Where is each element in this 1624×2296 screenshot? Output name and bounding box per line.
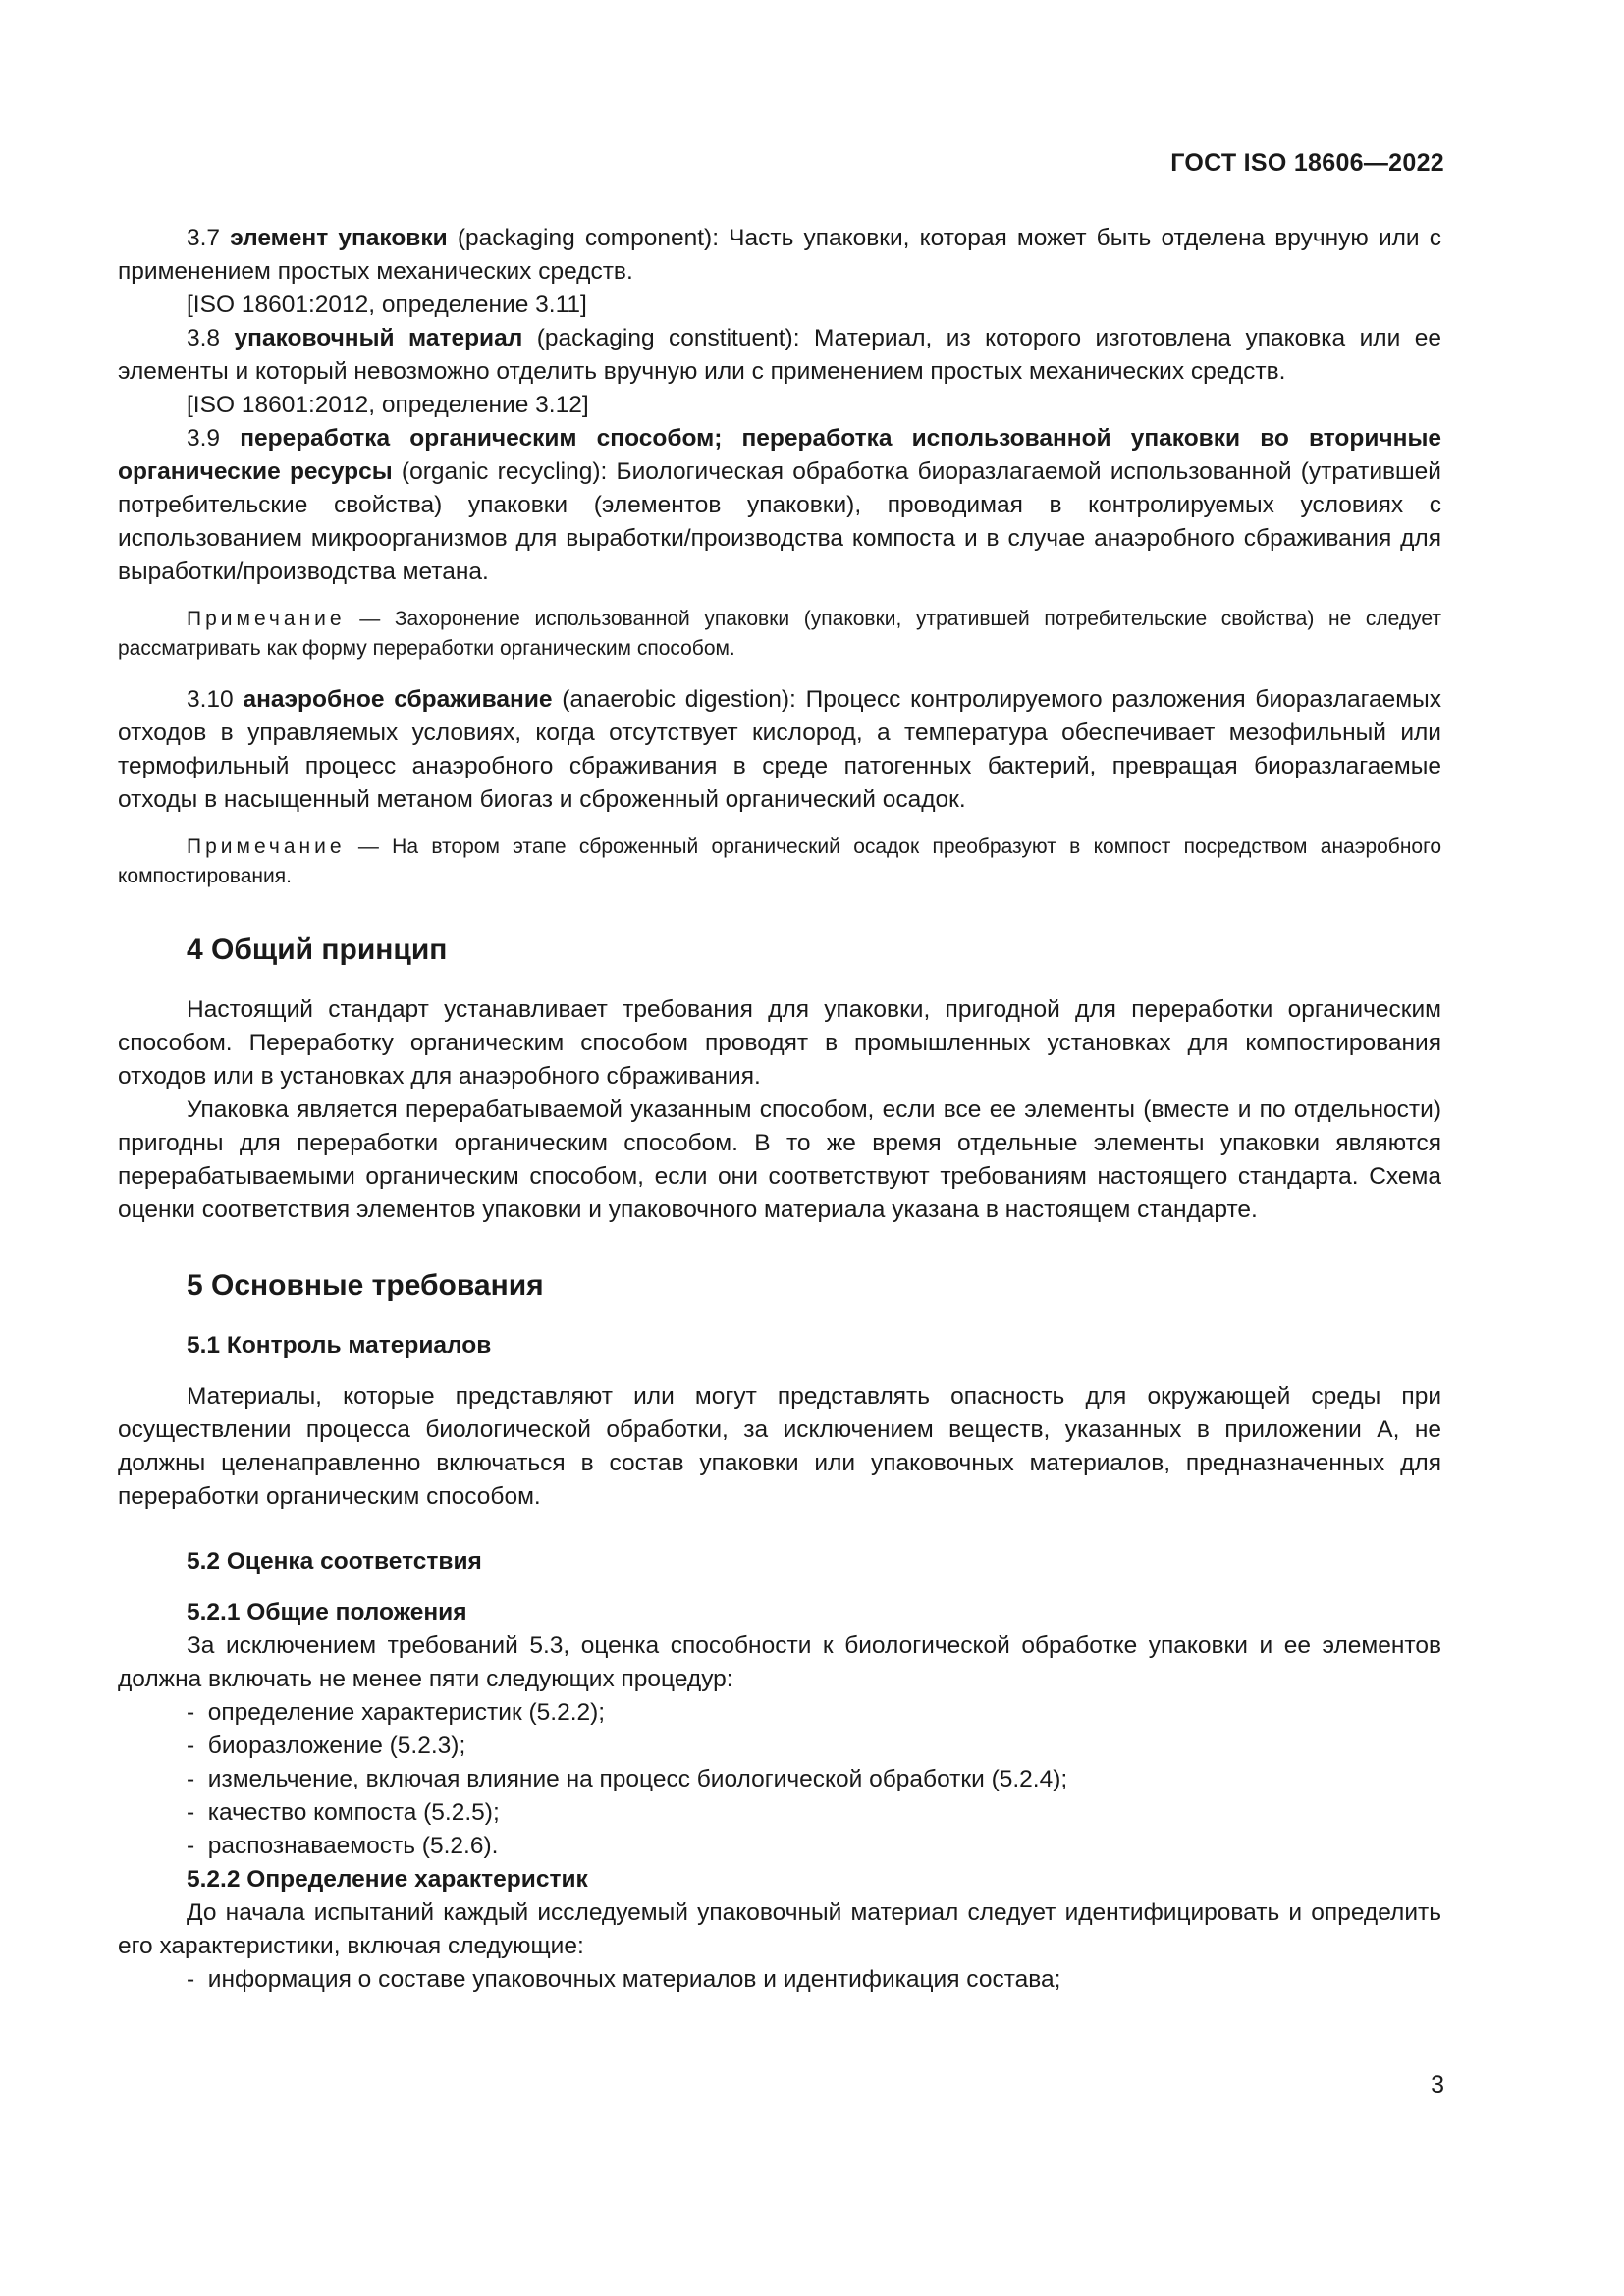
definition-3-9 — [118, 422, 1441, 589]
page-number: 3 — [1431, 2071, 1444, 2099]
section-5-heading: 5 Основные требования — [187, 1269, 544, 1302]
definition-text: (packaging constituent): Материал, из которого изготовлена упаковка или ее элементы и который невозможно отделить вручную или с применением простых механических средств. — [118, 325, 1441, 385]
list-item: - измельчение, включая влияние на процесс биологической обработки (5.2.4); — [118, 1763, 1441, 1796]
definition-3-10 — [118, 683, 1441, 817]
note-3-10 — [118, 832, 1441, 891]
section-5-1-heading: 5.1 Контроль материалов — [187, 1332, 492, 1359]
definition-term: элемент упаковки — [230, 225, 448, 251]
definition-text: (organic recycling): Биологическая обработка биоразлагаемой использованной (утратившей потребительские свойства) упаковки (элементов упаковки), проводимая в контролируемых условиях с использованием микроорганизмов для выработки/производства компоста и в случае анаэробного сбраживания для выработки/производства метана. — [118, 458, 1441, 585]
section-5-2-1-paragraph: За исключением требований 5.3, оценка способности к биологической обработке упаковки и ее элементов должна включать не менее пяти следующих процедур: — [118, 1632, 1441, 1692]
definition-term: упаковочный материал — [234, 325, 523, 351]
definition-number: 3.7 — [187, 225, 221, 251]
note-label: Примечание — [187, 835, 346, 858]
definition-number: 3.9 — [187, 425, 221, 452]
section-5-2-1-heading: 5.2.1 Общие положения — [187, 1599, 467, 1626]
definition-text: (packaging component): Часть упаковки, которая может быть отделена вручную или с применением простых механических средств. — [118, 225, 1441, 285]
definition-reference: [ISO 18601:2012, определение 3.12] — [187, 392, 589, 418]
definition-text: (anaerobic digestion): Процесс контролируемого разложения биоразлагаемых отходов в управляемых условиях, когда отсутствует кислород, а температура обеспечивает мезофильный или термофильный процесс анаэробного сбраживания в среде патогенных бактерий, превращая биоразлагаемые отходы в насыщенный метаном биогаз и сброженный органический осадок. — [118, 686, 1441, 813]
page-content — [118, 222, 1441, 1997]
definition-3-7 — [118, 222, 1441, 289]
note-label: Примечание — [187, 608, 346, 630]
list-item: - биоразложение (5.2.3); — [118, 1730, 1441, 1763]
list-item: - распознаваемость (5.2.6). — [118, 1830, 1441, 1863]
definition-3-8 — [118, 322, 1441, 389]
definition-number: 3.8 — [187, 325, 221, 351]
note-3-9 — [118, 605, 1441, 664]
section-4-paragraph-1: Настоящий стандарт устанавливает требования для упаковки, пригодной для переработки органическим способом. Переработку органическим способом проводят в промышленных установках для компостирования отходов или в установках для анаэробного сбраживания. — [118, 996, 1441, 1090]
document-code-header: ГОСТ ISO 18606—2022 — [1170, 149, 1444, 177]
section-4-heading: 4 Общий принцип — [187, 934, 448, 966]
definition-number: 3.10 — [187, 686, 234, 713]
section-5-2-heading: 5.2 Оценка соответствия — [187, 1548, 482, 1575]
note-text: — Захоронение использованной упаковки (упаковки, утратившей потребительские свойства) не следует рассматривать как форму переработки органическим способом. — [118, 608, 1441, 660]
definition-term: переработка органическим способом; переработка использованной упаковки во вторичные органические ресурсы — [118, 425, 1441, 485]
section-5-2-2-heading: 5.2.2 Определение характеристик — [187, 1866, 588, 1893]
note-text: — На втором этапе сброженный органический осадок преобразуют в компост посредством анаэробного компостирования. — [118, 835, 1441, 887]
section-4-paragraph-2: Упаковка является перерабатываемой указанным способом, если все ее элементы (вместе и по отдельности) пригодны для переработки органическим способом. В то же время отдельные элементы упаковки являются перерабатываемыми органическим способом, если они соответствуют требованиям настоящего стандарта. Схема оценки соответствия элементов упаковки и упаковочного материала указана в настоящем стандарте. — [118, 1096, 1441, 1223]
definition-term: анаэробное сбраживание — [243, 686, 553, 713]
list-item: - качество компоста (5.2.5); — [118, 1796, 1441, 1830]
definition-reference: [ISO 18601:2012, определение 3.11] — [187, 292, 587, 318]
list-item: - информация о составе упаковочных материалов и идентификация состава; — [118, 1963, 1441, 1997]
section-5-2-2-paragraph: До начала испытаний каждый исследуемый упаковочный материал следует идентифицировать и определить его характеристики, включая следующие: — [118, 1899, 1441, 1959]
list-item: - определение характеристик (5.2.2); — [118, 1696, 1441, 1730]
section-5-1-paragraph: Материалы, которые представляют или могут представлять опасность для окружающей среды при осуществлении процесса биологической обработки, за исключением веществ, указанных в приложении А, не должны целенаправленно включаться в состав упаковки или упаковочных материалов, предназначенных для переработки органическим способом. — [118, 1383, 1441, 1510]
